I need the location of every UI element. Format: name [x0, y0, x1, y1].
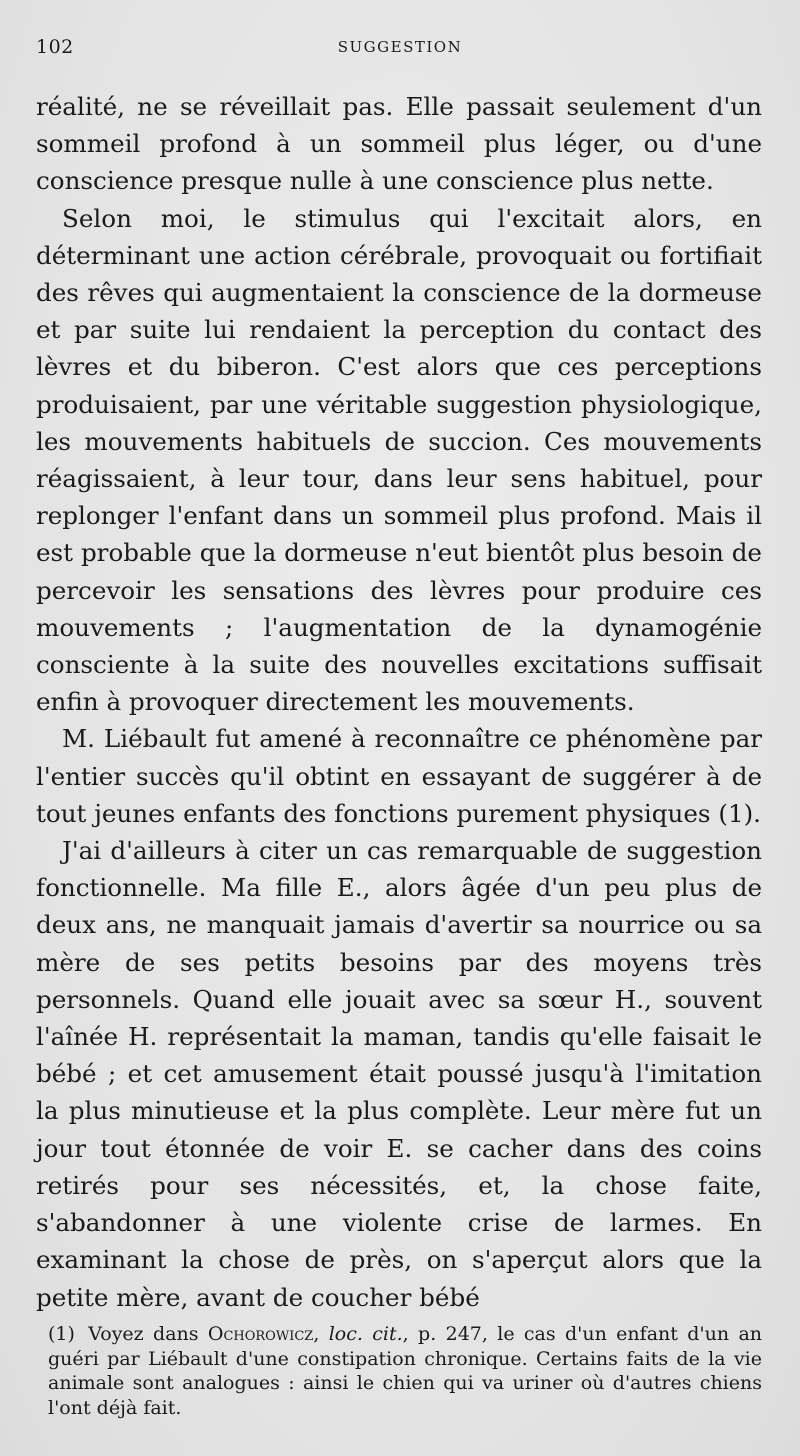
footnote [48, 1322, 762, 1420]
main-text [36, 88, 762, 1316]
paragraph-continued: réalité, ne se réveillait pas. Elle passait seulement d'un sommeil profond à un sommeil plus léger, ou d'une conscience presque nulle à une conscience plus nette. [36, 92, 762, 196]
footnote-marker: (1) [48, 1323, 75, 1345]
paragraph: Selon moi, le stimulus qui l'excitait alors, en déterminant une action cérébrale, provoquait ou fortifiait des rêves qui augmentaient la conscience de la dormeuse et par suite lui rendaient la perception du contact des lèvres et du biberon. C'est alors que ces perceptions produisaient, par une véritable suggestion physiologique, les mouvements habituels de succion. Ces mouvements réagissaient, à leur tour, dans leur sens habituel, pour replonger l'enfant dans un sommeil plus profond. Mais il est probable que la dormeuse n'eut bientôt plus besoin de percevoir les sensations des lèvres pour produire ces mouvements ; l'augmentation de la dynamogénie consciente à la suite des nouvelles excitations suffisait enfin à provoquer directement les mouvements. [36, 203, 762, 717]
footnote-text-rest: , p. 247, le cas d'un enfant d'un an guéri par Liébault d'une constipation chronique. Certains faits de la vie animale sont analogues : ainsi le chien qui va uriner où d'autres chiens l'ont déjà fait. [48, 1323, 763, 1419]
footnote-comma: , [313, 1323, 320, 1345]
footnote-author: Ochorowicz [207, 1323, 314, 1345]
footnote-loc-cit: loc. cit. [328, 1323, 403, 1345]
running-title: SUGGESTION [337, 38, 463, 56]
paragraph: M. Liébault fut amené à reconnaître ce phénomène par l'entier succès qu'il obtint en essayant de suggérer à de tout jeunes enfants des fonctions purement physiques (1). [36, 724, 762, 828]
page-header [36, 36, 764, 62]
footnote-text-intro: Voyez dans [88, 1323, 199, 1345]
page-number: 102 [36, 36, 74, 58]
paragraph: J'ai d'ailleurs à citer un cas remarquable de suggestion fonctionnelle. Ma fille E., alors âgée d'un peu plus de deux ans, ne manquait jamais d'avertir sa nourrice ou sa mère de ses petits besoins par des moyens très personnels. Quand elle jouait avec sa sœur H., souvent l'aînée H. représentait la maman, tandis qu'elle faisait le bébé ; et cet amusement était poussé jusqu'à l'imitation la plus minutieuse et la plus complète. Leur mère fut un jour tout étonnée de voir E. se cacher dans des coins retirés pour ses nécessités, et, la chose faite, s'abandonner à une violente crise de larmes. En examinant la chose de près, on s'aperçut alors que la petite mère, avant de coucher bébé [36, 836, 762, 1312]
footnote-paragraph [48, 1322, 762, 1420]
